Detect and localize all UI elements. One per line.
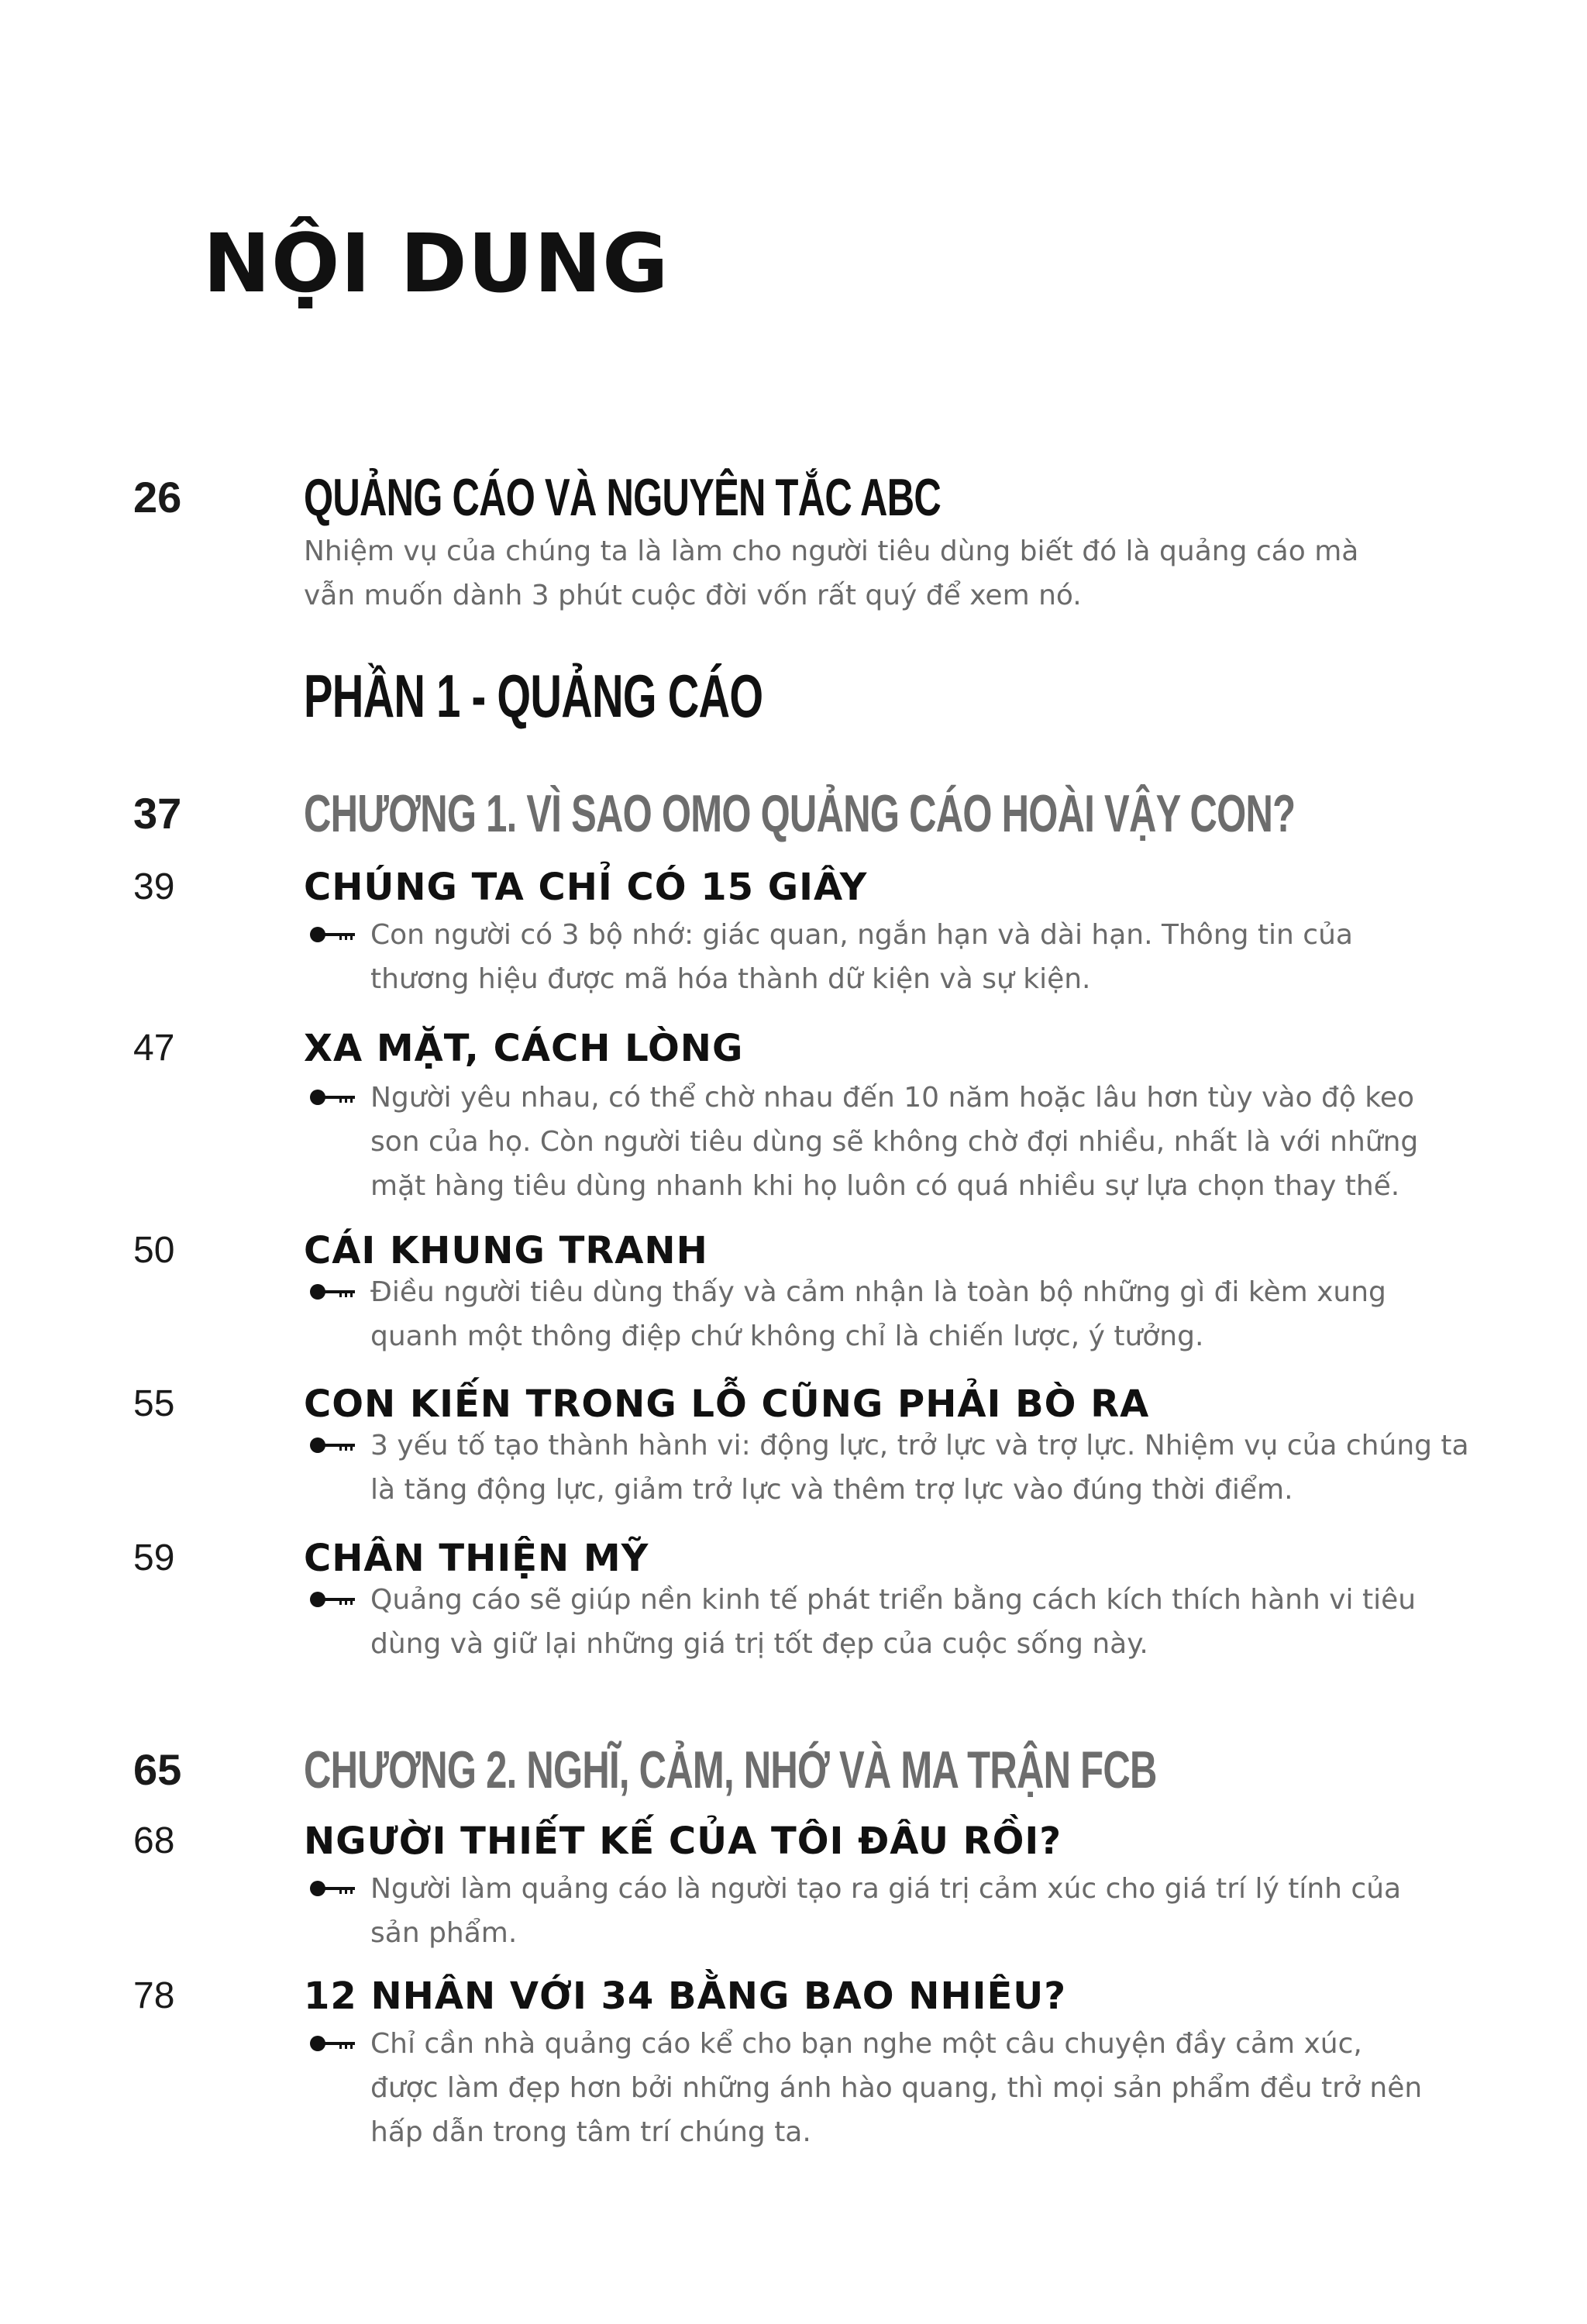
description-line: Người yêu nhau, có thể chờ nhau đến 10 năm hoặc lâu hơn tùy vào độ keo <box>370 1082 1415 1114</box>
description-line: 3 yếu tố tạo thành hành vi: động lực, trở lực và trợ lực. Nhiệm vụ của chúng ta <box>370 1430 1469 1462</box>
section-title: CHÂN THIỆN MỸ <box>304 1537 649 1580</box>
section-description <box>370 1076 1418 1208</box>
section-description <box>370 1867 1401 1955</box>
description-line: Nhiệm vụ của chúng ta là làm cho người tiêu dùng biết đó là quảng cáo mà <box>304 535 1359 567</box>
section-title: 12 NHÂN VỚI 34 BẰNG BAO NHIÊU? <box>304 1975 1067 2018</box>
key-icon <box>308 1282 356 1302</box>
chapter-title: CHƯƠNG 2. NGHĨ, CẢM, NHỚ VÀ MA TRẬN FCB <box>304 1740 1157 1799</box>
page-number: 78 <box>133 1975 175 2016</box>
description-line: vẫn muốn dành 3 phút cuộc đời vốn rất quý để xem nó. <box>304 580 1082 611</box>
description-line: mặt hàng tiêu dùng nhanh khi họ luôn có quá nhiều sự lựa chọn thay thế. <box>370 1170 1400 1202</box>
section-title: XA MẶT, CÁCH LÒNG <box>304 1027 744 1070</box>
page-number: 26 <box>133 473 182 522</box>
section-description <box>370 913 1353 1001</box>
key-icon <box>308 2033 356 2054</box>
section-description <box>370 2022 1422 2154</box>
description-line: Con người có 3 bộ nhớ: giác quan, ngắn hạn và dài hạn. Thông tin của <box>370 919 1353 951</box>
section-title: CÁI KHUNG TRANH <box>304 1229 708 1272</box>
page-number: 59 <box>133 1537 175 1579</box>
entry-title: QUẢNG CÁO VÀ NGUYÊN TẮC ABC <box>304 468 941 527</box>
section-description <box>370 1424 1469 1512</box>
part-title: PHẦN 1 - QUẢNG CÁO <box>304 662 763 730</box>
key-icon <box>308 1878 356 1899</box>
description-line: được làm đẹp hơn bởi những ánh hào quang, thì mọi sản phẩm đều trở nên <box>370 2072 1423 2104</box>
description-line: son của họ. Còn người tiêu dùng sẽ không chờ đợi nhiều, nhất là với những <box>370 1126 1419 1158</box>
description-line: hấp dẫn trong tâm trí chúng ta. <box>370 2116 811 2148</box>
page-number: 37 <box>133 789 182 838</box>
page-title: NỘI DUNG <box>203 216 670 311</box>
description-line: sản phẩm. <box>370 1917 518 1949</box>
page-number: 68 <box>133 1820 175 1861</box>
page-number: 39 <box>133 866 175 907</box>
key-icon <box>308 1087 356 1107</box>
key-icon <box>308 1435 356 1455</box>
section-title: CON KIẾN TRONG LỖ CŨNG PHẢI BÒ RA <box>304 1382 1150 1426</box>
page-number: 50 <box>133 1230 175 1271</box>
key-icon <box>308 924 356 945</box>
intro-description <box>304 529 1358 618</box>
page-number: 47 <box>133 1028 175 1069</box>
description-line: thương hiệu được mã hóa thành dữ kiện và sự kiện. <box>370 963 1091 995</box>
page-number: 55 <box>133 1383 175 1424</box>
section-title: CHÚNG TA CHỈ CÓ 15 GIÂY <box>304 866 868 909</box>
description-line: quanh một thông điệp chứ không chỉ là chiến lược, ý tưởng. <box>370 1320 1204 1352</box>
description-line: là tăng động lực, giảm trở lực và thêm trợ lực vào đúng thời điểm. <box>370 1474 1293 1506</box>
key-icon <box>308 1589 356 1610</box>
page-number: 65 <box>133 1745 182 1794</box>
description-line: dùng và giữ lại những giá trị tốt đẹp của cuộc sống này. <box>370 1628 1148 1660</box>
section-description <box>370 1578 1416 1666</box>
description-line: Chỉ cần nhà quảng cáo kể cho bạn nghe một câu chuyện đầy cảm xúc, <box>370 2028 1362 2060</box>
description-line: Điều người tiêu dùng thấy và cảm nhận là toàn bộ những gì đi kèm xung <box>370 1276 1386 1308</box>
chapter-title: CHƯƠNG 1. VÌ SAO OMO QUẢNG CÁO HOÀI VẬY CON? <box>304 784 1296 843</box>
description-line: Quảng cáo sẽ giúp nền kinh tế phát triển bằng cách kích thích hành vi tiêu <box>370 1584 1417 1616</box>
section-description <box>370 1270 1386 1358</box>
section-title: NGƯỜI THIẾT KẾ CỦA TÔI ĐÂU RỒI? <box>304 1820 1062 1863</box>
description-line: Người làm quảng cáo là người tạo ra giá trị cảm xúc cho giá trí lý tính của <box>370 1873 1402 1905</box>
